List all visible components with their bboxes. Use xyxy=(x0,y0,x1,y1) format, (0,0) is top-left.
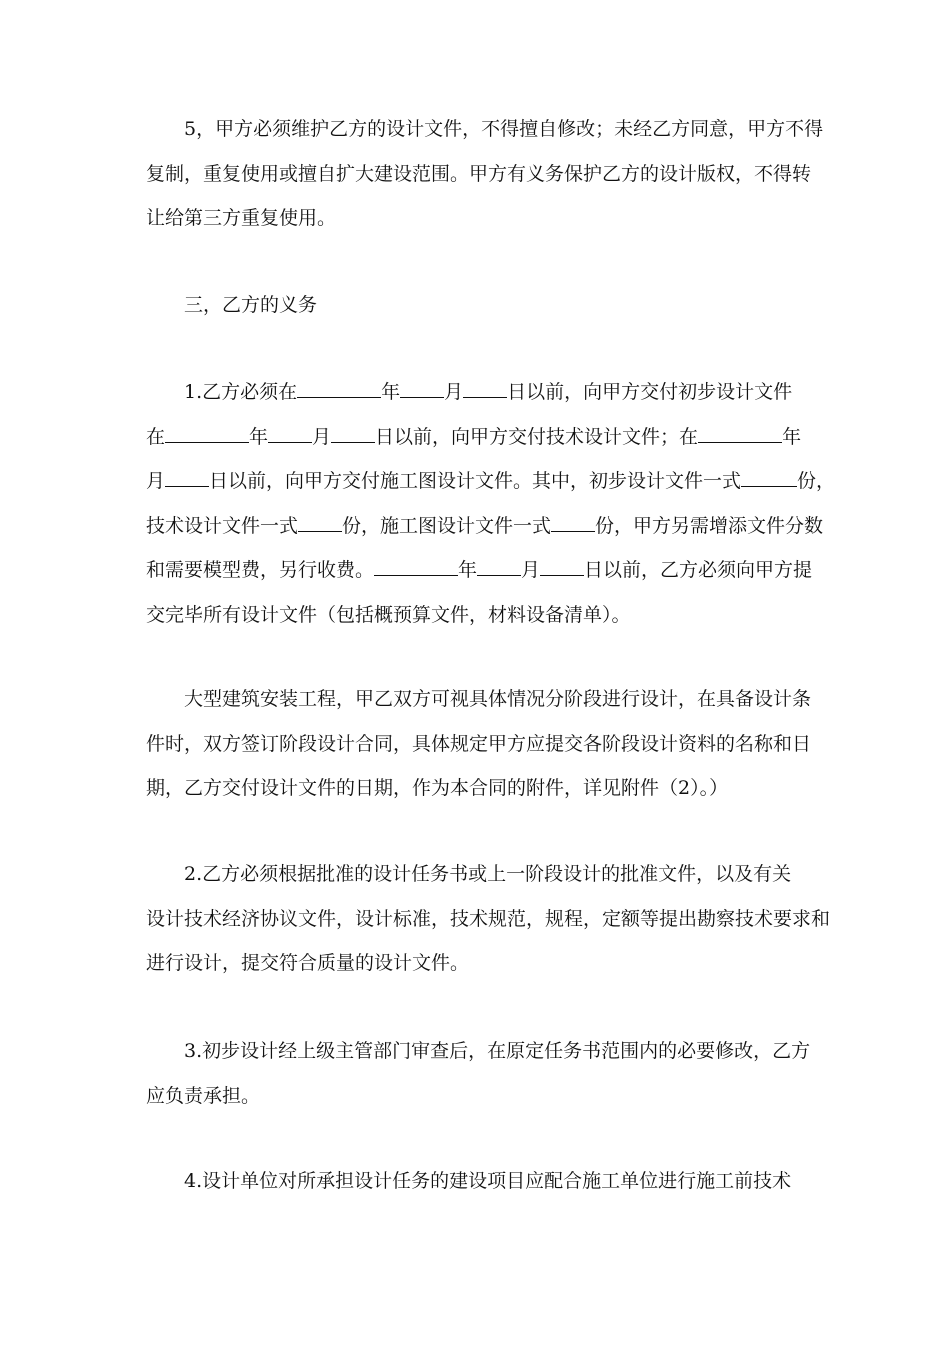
fill-blank xyxy=(297,375,381,398)
text-fragment: 日以前，乙方必须向甲方提 xyxy=(584,559,813,581)
text-line: 进行设计，提交符合质量的设计文件。 xyxy=(146,952,470,974)
clause-3-paragraph xyxy=(146,1029,816,1118)
text-line xyxy=(146,504,824,549)
text-fragment: 年 xyxy=(381,381,401,403)
section-heading-text: 三，乙方的义务 xyxy=(184,294,318,316)
fill-blank xyxy=(477,553,521,576)
text-fragment: 日以前，向甲方交付施工图设计文件。其中，初步设计文件一式 xyxy=(209,470,742,492)
text-line: 2.乙方必须根据批准的设计任务书或上一阶段设计的批准文件，以及有关 xyxy=(184,863,792,885)
fill-blank xyxy=(551,509,595,532)
text-line: 大型建筑安装工程，甲乙双方可视具体情况分阶段进行设计，在具备设计条 xyxy=(184,688,812,710)
fill-blank xyxy=(268,420,312,443)
text-line: 5，甲方必须维护乙方的设计文件，不得擅自修改；未经乙方同意，甲方不得 xyxy=(184,118,824,140)
fill-blank xyxy=(741,464,797,487)
text-line: 应负责承担。 xyxy=(146,1084,261,1107)
clause-5-paragraph xyxy=(146,107,824,241)
text-line xyxy=(146,370,816,415)
fill-blank xyxy=(298,509,342,532)
text-fragment: 年 xyxy=(782,425,802,448)
fill-blank xyxy=(165,464,209,487)
text-fragment: 1.乙方必须在 xyxy=(184,381,298,403)
text-fragment: 份，施工图设计文件一式 xyxy=(342,514,552,537)
text-line: 设计技术经济协议文件，设计标准，技术规范，规程，定额等提出勘察技术要求和 xyxy=(146,907,831,930)
text-fragment: 日以前，向甲方交付技术设计文件；在 xyxy=(375,425,699,448)
fill-blank xyxy=(463,375,507,398)
text-line xyxy=(146,459,836,504)
clause-4-paragraph xyxy=(146,1159,816,1204)
clause-1-paragraph xyxy=(146,370,836,637)
text-line: 4.设计单位对所承担设计任务的建设项目应配合施工单位进行施工前技术 xyxy=(184,1170,792,1192)
text-fragment: 份，甲方另需增添文件分数 xyxy=(595,514,824,537)
fill-blank xyxy=(540,553,584,576)
text-fragment: 年 xyxy=(249,425,269,448)
large-project-paragraph xyxy=(146,677,816,811)
fill-blank xyxy=(331,420,375,443)
text-fragment: 在 xyxy=(146,425,166,448)
text-line: 3.初步设计经上级主管部门审查后，在原定任务书范围内的必要修改，乙方 xyxy=(184,1040,811,1062)
text-fragment: 月 xyxy=(312,425,332,448)
text-fragment: 份， xyxy=(797,470,836,492)
text-fragment: 月 xyxy=(521,559,541,581)
text-line: 复制，重复使用或擅自扩大建设范围。甲方有义务保护乙方的设计版权，不得转 xyxy=(146,162,812,185)
text-fragment: 月 xyxy=(146,470,166,492)
text-fragment: 月 xyxy=(444,381,464,403)
fill-blank xyxy=(698,420,782,443)
text-line: 让给第三方重复使用。 xyxy=(146,207,337,229)
text-line xyxy=(146,415,816,460)
text-fragment: 和需要模型费，另行收费。 xyxy=(146,559,375,581)
text-line xyxy=(146,548,816,593)
section-heading xyxy=(146,283,816,328)
text-fragment: 年 xyxy=(458,559,478,581)
fill-blank xyxy=(374,553,458,576)
fill-blank xyxy=(165,420,249,443)
text-line: 件时，双方签订阶段设计合同，具体规定甲方应提交各阶段设计资料的名称和日 xyxy=(146,732,812,755)
text-fragment: 技术设计文件一式 xyxy=(146,514,299,537)
fill-blank xyxy=(400,375,444,398)
clause-2-paragraph xyxy=(146,852,831,986)
text-line: 交完毕所有设计文件（包括概预算文件，材料设备清单）。 xyxy=(146,603,631,626)
text-fragment: 日以前，向甲方交付初步设计文件 xyxy=(507,381,793,403)
text-line: 期，乙方交付设计文件的日期，作为本合同的附件，详见附件（2）。） xyxy=(146,777,729,799)
